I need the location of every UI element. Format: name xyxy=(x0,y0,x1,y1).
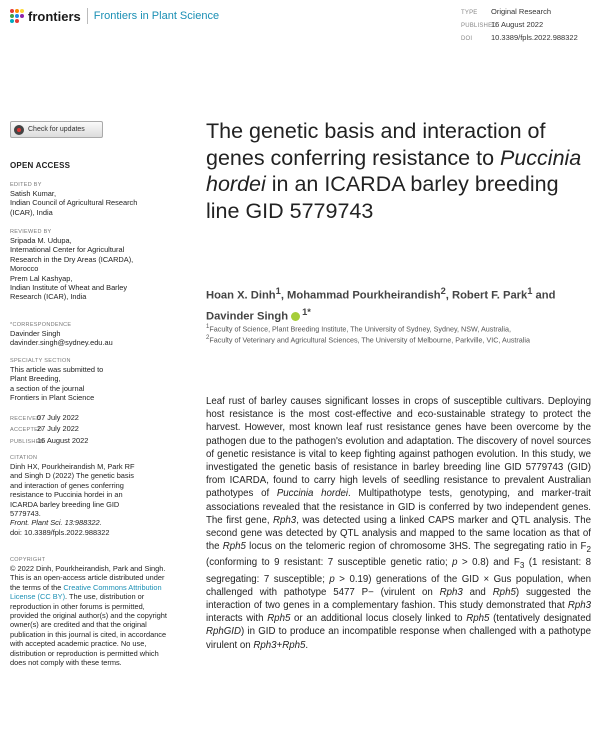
specialty-section-block: SPECIALTY SECTION This article was submitted to Plant Breeding, a section of the journal Frontiers in Plant Science xyxy=(10,358,104,403)
author-pourkheirandish[interactable]: Mohammad Pourkheirandish xyxy=(287,289,441,302)
affiliations xyxy=(206,323,591,345)
article-meta xyxy=(461,6,578,45)
publisher-name[interactable]: frontiers xyxy=(28,8,81,24)
header-divider xyxy=(87,8,88,24)
correspondence-email[interactable]: davinder.singh@sydney.edu.au xyxy=(10,338,113,348)
author-dinh[interactable]: Hoan X. Dinh xyxy=(206,289,276,302)
meta-type: TYPE Original Research xyxy=(461,7,552,16)
check-for-updates-button[interactable]: Check for updates xyxy=(10,121,103,138)
author-park[interactable]: Robert F. Park xyxy=(452,289,528,302)
citation-block: CITATION Dinh HX, Pourkheirandish M, Park RF and Singh D (2022) The genetic basis and interaction of genes conferring resistance to Puccinia hordei in an ICARDA barley breeding line GID 5779743. Front. Plant Sci. 13:988322. doi: 10.3389/fpls.2022.988322 xyxy=(10,454,175,537)
abstract: Leaf rust of barley causes significant losses in crops of susceptible cultivars. Deploying host resistance is the most cost-effective and eco-sustainable strategy to protect the harvest. However, most known leaf rust resistance genes have been overcome by the pathogen due to the pathogen's evolution and adaptation. The discovery of novel sources of genetic resistance is vital to keep fighting against pathogen evolution. In this study, we investigated the genetic basis of resistance in barley breeding line GID 5779743 (GID) from ICARDA, found to carry high levels of seedling resistance to prevalent Australian pathotypes of Puccinia hordei. Multipathotype tests, genotyping, and marker-trait associations revealed that the resistance in GID is conferred by two independent genes. The first gene, Rph3, was detected using a linked CAPS marker and QTL analysis. The second gene was detected by QTL analysis and mapped to the same location as that of the Rph5 locus on the telomeric region of chromosome 3HS. The segregating ratio in $F_2$ (conforming to 9 resistant: 7 susceptible genetic ratio; p > 0.8) and $F_3$ (1 resistant: 8 segregating: 7 susceptible; p > 0.19) generations of the GID × Gus population, when challenged with pathotype 5477 P− (virulent on Rph3 and Rph5) suggested the interaction of two genes in a complementary fashion. This study demonstrated that Rph3 interacts with Rph5 or an additional locus closely linked to Rph5 (tentatively designated RphGID) in GID to produce an incompatible response when challenged with a pathotype virulent on Rph3+Rph5. xyxy=(206,396,591,651)
meta-doi[interactable]: DOI 10.3389/fpls.2022.988322 xyxy=(461,33,578,42)
journal-name[interactable]: Frontiers in Plant Science xyxy=(93,10,220,22)
article-title: The genetic basis and interaction of genes conferring resistance to Puccinia hordei in an ICARDA barley breeding line GID 5779743 xyxy=(206,119,582,223)
orcid-icon[interactable] xyxy=(291,312,300,321)
open-access-label: OPEN ACCESS xyxy=(10,161,71,170)
author-singh[interactable]: Davinder Singh xyxy=(206,310,289,323)
meta-published: PUBLISHED16 August 2022 xyxy=(461,20,544,29)
reviewed-by-block: REVIEWED BY Sripada M. Udupa, International Center for Agricultural Research in the Dry Areas (ICARDA), Morocco Prem Lal Kashyap, Indian Institute of Wheat and Barley Research (ICAR), India xyxy=(10,229,134,302)
citation-doi[interactable]: doi: 10.3389/fpls.2022.988322 xyxy=(10,527,110,537)
affiliation-2: $^2$Faculty of Veterinary and Agricultural Sciences, The University of Melbourne, Parkville, VIC, Australia xyxy=(206,334,530,345)
edited-by-block: EDITED BY Satish Kumar, Indian Council of Agricultural Research (ICAR), India xyxy=(10,182,138,217)
publisher-header xyxy=(10,8,219,24)
dates-block: RECEIVED07 July 2022 ACCEPTED27 July 2022 PUBLISHED16 August 2022 xyxy=(10,413,89,445)
crossmark-icon xyxy=(14,125,24,135)
affiliation-1: $^1$Faculty of Science, Plant Breeding Institute, The University of Sydney, Sydney, NSW, Australia, xyxy=(206,324,511,334)
frontiers-logo-icon xyxy=(10,9,24,23)
cc-by-license-link[interactable]: Creative Commons Attribution License (CC BY) xyxy=(10,582,162,602)
correspondence-block: *CORRESPONDENCE Davinder Singh davinder.singh@sydney.edu.au xyxy=(10,321,175,348)
copyright-block: COPYRIGHT © 2022 Dinh, Pourkheirandish, Park and Singh. This is an open-access article distributed under the terms of the Creative Commons Attribution License (CC BY). The use, distribution or reproduction in other forums is permitted, provided the original author(s) and the copyright owner(s) are credited and that the original publication in this journal is cited, in accordance with accepted academic practice. No use, distribution or reproduction is permitted which does not comply with these terms. xyxy=(10,557,167,668)
author-list: Hoan X. Dinh$^1$, Mohammad Pourkheirandish$^2$, Robert F. Park$^1$ and Davinder Singh $^{1*}$ xyxy=(206,286,556,323)
